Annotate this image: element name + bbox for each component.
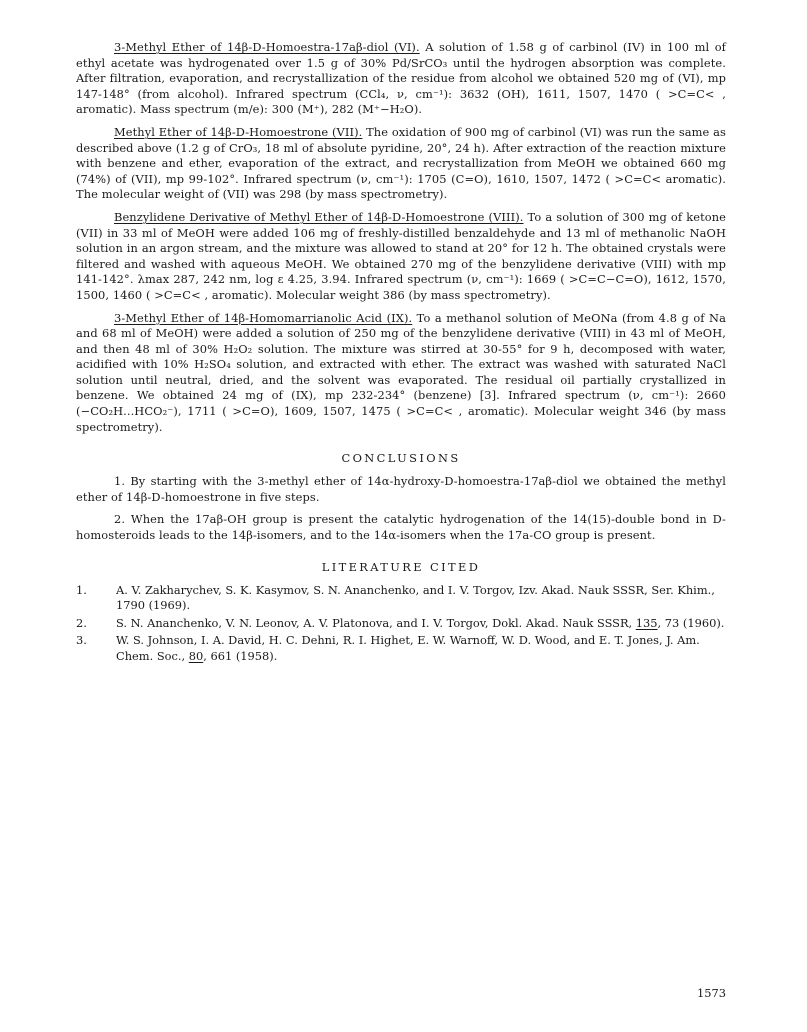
reference-volume: 80 <box>188 649 204 663</box>
paragraph-text: To a solution of 300 mg of ketone (VII) in 33 ml of MeOH were added 106 mg of freshly-distilled benzaldehyde and 13 ml of methanolic NaOH solution in an argon stream, and the mixture was allowed to stand at 20° for 12 h. The obtained crystals were filtered and washed with aqueous MeOH. We obtained 270 mg of the benzylidene derivative (VIII) with mp 141-142°. λmax 287, 242 nm, log ε 4.25, 3.94. Infrared spectrum (ν, cm⁻¹): 1669 ( >C=C−C=O), 1612, 1570, 1500, 1460 ( >C=C< , aromatic). Molecular weight 386 (by mass spectrometry). <box>76 209 726 302</box>
paragraph-text: The oxidation of 900 mg of carbinol (VI) was run the same as described above (1.2 g of CrO₃, 18 ml of absolute pyridine, 20°, 24 h). After extraction of the reaction mixture with benzene and ether, evaporation of the extract, and recrystallization from MeOH we obtained 660 mg (74%) of (VII), mp 99-102°. Infrared spectrum (ν, cm⁻¹): 1705 (C=O), 1610, 1507, 1472 ( >C=C< aromatic). The molecular weight of (VII) was 298 (by mass spectrometry). <box>76 124 726 202</box>
conclusion-item: 2. When the 17aβ-OH group is present the catalytic hydrogenation of the 14(15)-double bond in D-homosteroids leads to the 14β-isomers, and to the 14α-isomers when the 17a-CO group is present. <box>76 512 726 543</box>
paragraph-title: 3-Methyl Ether of 14β-D-Homoestra-17aβ-diol (VI). <box>114 40 420 54</box>
reference-text-end: , 661 (1958). <box>203 649 278 663</box>
page-number: 1573 <box>697 986 726 1000</box>
paragraph-compound-vi <box>76 40 726 118</box>
conclusion-item: 1. By starting with the 3-methyl ether of 14α-hydroxy-D-homoestra-17aβ-diol we obtained the methyl ether of 14β-D-homoestrone in five steps. <box>76 474 726 504</box>
paragraph-compound-vii <box>76 125 726 203</box>
reference-text: W. S. Johnson, I. A. David, H. C. Dehni, R. I. Highet, E. W. Warnoff, W. D. Wood, and E. T. Jones, J. Am. Chem. Soc., <box>116 633 700 663</box>
paragraph-title: Benzylidene Derivative of Methyl Ether of 14β-D-Homoestrone (VIII). <box>114 209 524 224</box>
paragraph-compound-ix <box>76 311 726 436</box>
reference-list <box>76 583 726 665</box>
reference-text-end: , 73 (1960). <box>657 615 725 630</box>
paragraph-compound-viii <box>76 210 726 304</box>
reference-item <box>76 583 726 614</box>
reference-text: A. V. Zakharychev, S. K. Kasymov, S. N. Ananchenko, and I. V. Torgov, Izv. Akad. Nauk SSSR, Ser. Khim., 1790 (1969). <box>116 582 715 613</box>
paragraph-text: A solution of 1.58 g of carbinol (IV) in 100 ml of ethyl acetate was hydrogenated over 1.5 g of 30% Pd/SrCO₃ until the hydrogen absorption was complete. After filtration, evaporation, and recrystallization of the residue from alcohol we obtained 520 mg of (VI), mp 147-148° (from alcohol). Infrared spectrum (CCl₄, ν, cm⁻¹): 3632 (OH), 1611, 1507, 1470 ( >C=C< , aromatic). Mass spectrum (m/e): 300 (M⁺), 282 (M⁺−H₂O). <box>76 40 726 117</box>
paragraph-text: To a methanol solution of MeONa (from 4.8 g of Na and 68 ml of MeOH) were added a solution of 250 mg of the benzylidene derivative (VIII) in 43 ml of MeOH, and then 48 ml of 30% H₂O₂ solution. The mixture was stirred at 30-55° for 9 h, decomposed with water, acidified with 10% H₂SO₄ solution, and extracted with ether. The extract was washed with saturated NaCl solution until neutral, dried, and the solvent was evaporated. The residual oil partially crystallized in benzene. We obtained 24 mg of (IX), mp 232-234° (benzene) [3]. Infrared spectrum (ν, cm⁻¹): 2660 (−CO₂H...HCO₂⁻), 1711 ( >C=O), 1609, 1507, 1475 ( >C=C< , aromatic). Molecular weight 346 (by mass spectrometry). <box>76 310 726 434</box>
reference-number: 2. <box>76 615 87 630</box>
article-body <box>76 40 726 667</box>
reference-number: 1. <box>76 582 87 597</box>
reference-item <box>76 633 726 664</box>
reference-volume: 135 <box>635 615 658 630</box>
reference-number: 3. <box>76 633 87 648</box>
conclusions-heading: CONCLUSIONS <box>341 451 461 466</box>
reference-text: S. N. Ananchenko, V. N. Leonov, A. V. Platonova, and I. V. Torgov, Dokl. Akad. Nauk SSSR, <box>116 615 636 630</box>
literature-heading: LITERATURE CITED <box>321 559 481 574</box>
paragraph-title: Methyl Ether of 14β-D-Homoestrone (VII). <box>114 124 363 139</box>
paragraph-title: 3-Methyl Ether of 14β-Homomarrianolic Acid (IX). <box>114 310 413 325</box>
reference-item <box>76 616 726 632</box>
